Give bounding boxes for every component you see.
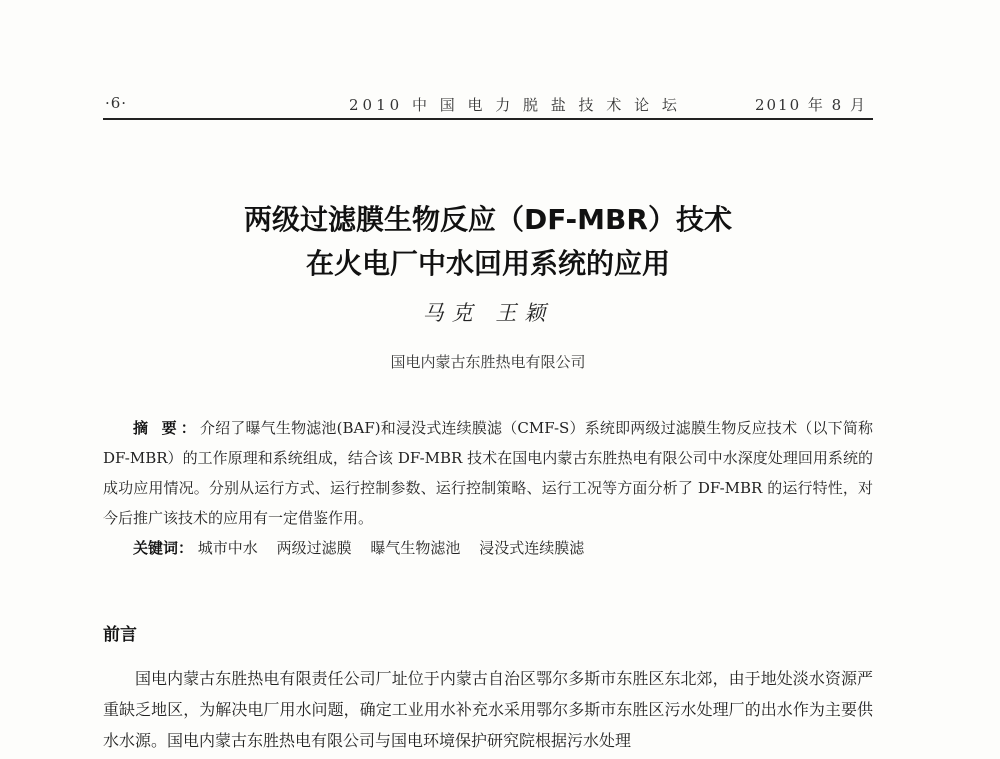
page-number: ·6· — [105, 94, 128, 112]
keywords — [133, 533, 873, 563]
abstract-label: 摘 要： — [133, 419, 200, 437]
running-header — [103, 86, 873, 116]
keyword: 浸没式连续膜滤 — [479, 539, 585, 557]
authors: 马克 王颖 — [422, 301, 554, 325]
keyword: 城市中水 — [197, 539, 258, 557]
keywords-label: 关键词： — [133, 539, 194, 557]
keyword: 两级过滤膜 — [276, 539, 352, 557]
paper-title-line-2: 在火电厂中水回用系统的应用 — [305, 247, 670, 280]
section-heading: 前言 — [103, 625, 137, 645]
paper-title-line-1: 两级过滤膜生物反应（DF-MBR）技术 — [244, 203, 732, 236]
issue-date: 2010 年 8 月 — [754, 96, 867, 114]
affiliation: 国电内蒙古东胜热电有限公司 — [390, 353, 586, 371]
header-rule — [103, 118, 873, 120]
abstract-text: 介绍了曝气生物滤池(BAF)和浸没式连续膜滤（CMF-S）系统即两级过滤膜生物反应技术（以下简称 DF-MBR）的工作原理和系统组成，结合该 DF-MBR 技术在国电内蒙古东胜热电有限公司中水深度处理回用系统的成功应用情况。分别从运行方式、运行控制参数、运行控制策略、运行工况等方面分析了 DF-MBR 的运行特性，对今后推广该技术的应用有一定借鉴作用。 — [103, 419, 873, 527]
abstract — [103, 413, 873, 533]
keyword: 曝气生物滤池 — [370, 539, 461, 557]
journal-name: 2010 中 国 电 力 脱 盐 技 术 论 坛 — [349, 96, 681, 114]
body-paragraph: 国电内蒙古东胜热电有限责任公司厂址位于内蒙古自治区鄂尔多斯市东胜区东北郊，由于地处淡水资源严重缺乏地区，为解决电厂用水问题，确定工业用水补充水采用鄂尔多斯市东胜区污水处理厂的出水作为主要供水水源。国电内蒙古东胜热电有限公司与国电环境保护研究院根据污水处理 — [103, 669, 873, 750]
